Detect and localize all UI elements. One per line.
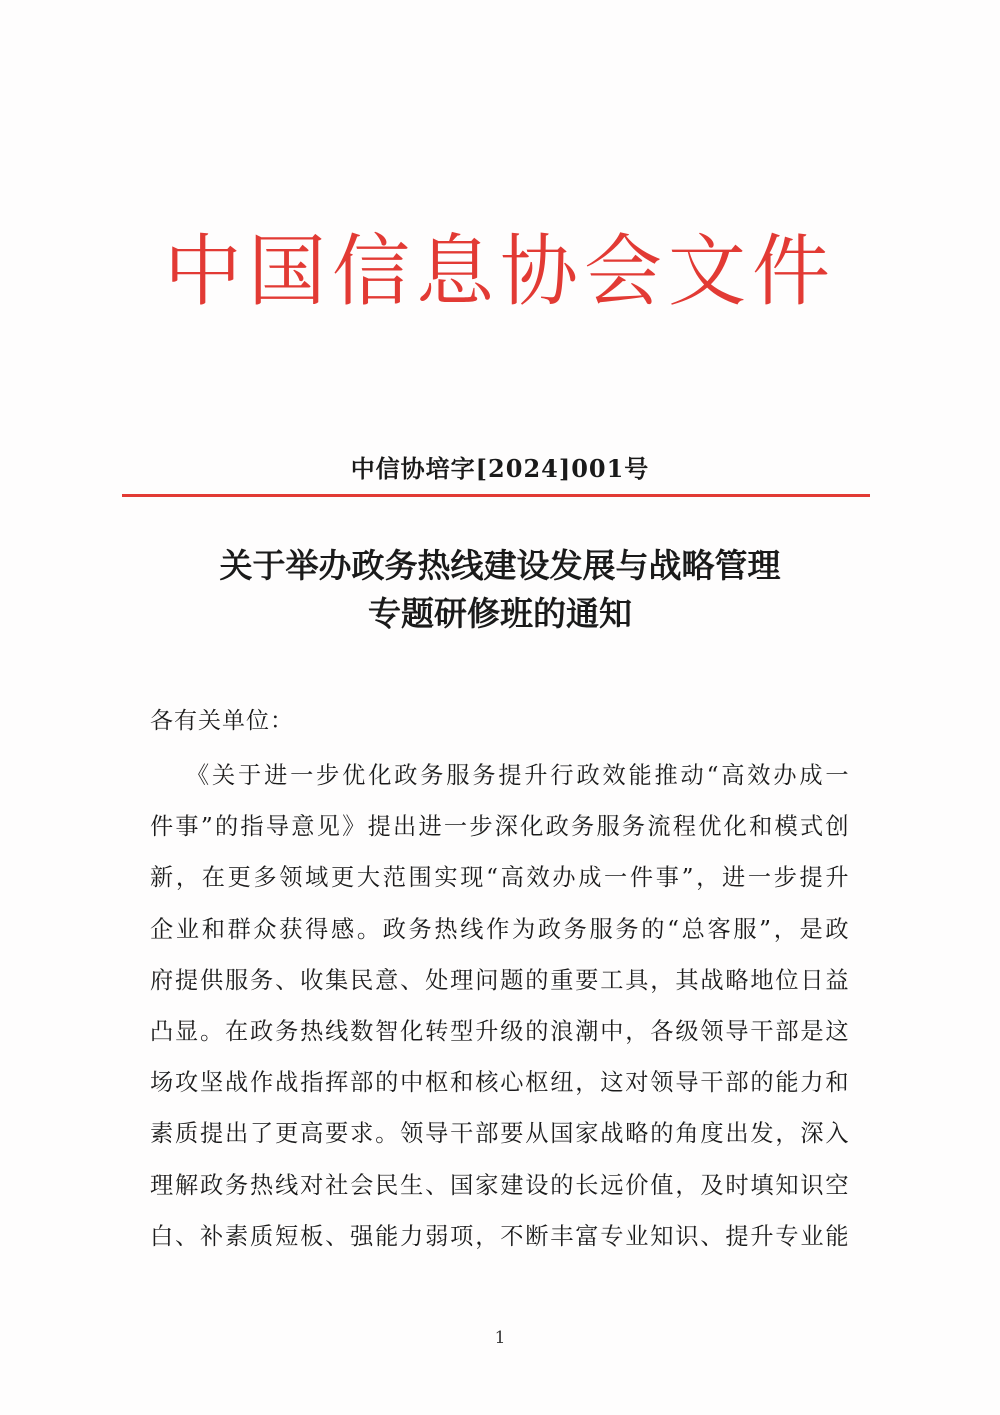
document-number: 中信协培字[2024]001号	[350, 454, 650, 483]
body-line: 新，在更多领域更大范围实现“高效办成一件事”，进一步提升	[150, 864, 850, 892]
salutation: 各有关单位：	[150, 708, 294, 734]
body-line: 素质提出了更高要求。领导干部要从国家战略的角度出发，深入	[150, 1120, 850, 1148]
body-line: 《关于进一步优化政务服务提升行政效能推动“高效办成一	[186, 762, 850, 789]
notice-title	[0, 542, 1000, 638]
notice-title-line-1: 关于举办政务热线建设发展与战略管理	[219, 546, 781, 585]
masthead-title: 中国信息协会文件	[163, 227, 836, 317]
red-divider-line	[122, 494, 870, 497]
body-line: 白、补素质短板、强能力弱项，不断丰富专业知识、提升专业能	[150, 1222, 850, 1250]
body-line: 凸显。在政务热线数智化转型升级的浪潮中，各级领导干部是这	[150, 1018, 850, 1046]
body-line: 理解政务热线对社会民生、国家建设的长远价值，及时填知识空	[150, 1171, 850, 1199]
body-line: 件事”的指导意见》提出进一步深化政务服务流程优化和模式创	[150, 813, 850, 841]
body-line: 场攻坚战作战指挥部的中枢和核心枢纽，这对领导干部的能力和	[150, 1069, 850, 1097]
body-line: 府提供服务、收集民意、处理问题的重要工具，其战略地位日益	[150, 966, 850, 994]
body-paragraph	[150, 750, 850, 1262]
notice-title-line-2: 专题研修班的通知	[368, 594, 632, 633]
body-line: 企业和群众获得感。政务热线作为政务服务的“总客服”，是政	[150, 915, 850, 943]
page-number: 1	[494, 1328, 506, 1348]
